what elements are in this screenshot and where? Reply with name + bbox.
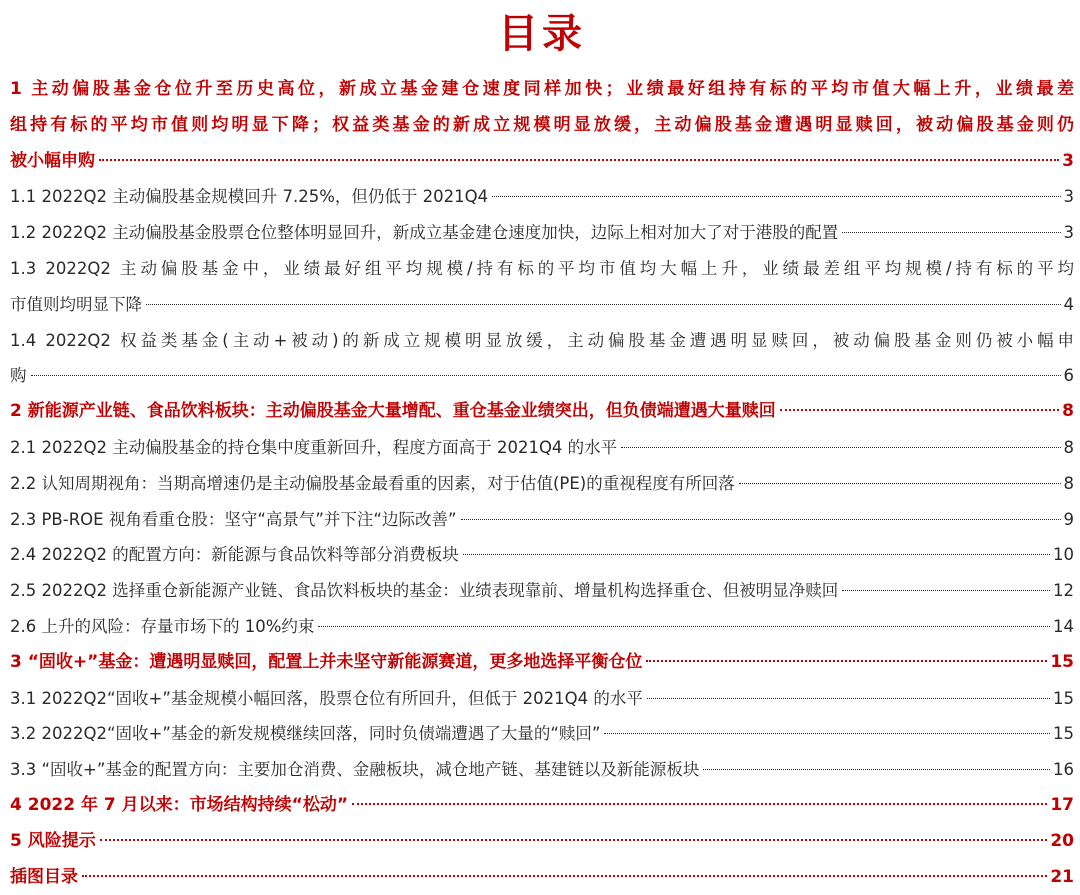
toc-entry-text: 2.2 认知周期视角：当期高增速仍是主动偏股基金最看重的因素，对于估值(PE)的重视程度有所回落 — [10, 473, 735, 493]
dot-leader — [739, 483, 1061, 484]
toc-entry-line — [10, 144, 1074, 180]
toc-page-number: 16 — [1053, 760, 1074, 780]
dot-leader — [31, 375, 1061, 376]
toc-page-number: 8 — [1063, 473, 1074, 493]
toc-page-number: 15 — [1050, 651, 1074, 672]
toc-entry-line — [10, 430, 1074, 466]
toc-entry[interactable] — [10, 323, 1074, 395]
toc-entry-line — [10, 681, 1074, 717]
toc-entry[interactable] — [10, 860, 1074, 895]
toc-entry[interactable] — [10, 430, 1074, 466]
toc-page-number: 8 — [1062, 401, 1074, 422]
toc-entry-line — [10, 824, 1074, 860]
toc-page-number: 3 — [1063, 223, 1074, 243]
toc-page-number: 12 — [1053, 581, 1074, 601]
toc-entry[interactable] — [10, 788, 1074, 824]
dot-leader — [703, 769, 1050, 770]
toc-page-number: 15 — [1053, 688, 1074, 708]
toc-entry-text: 2.1 2022Q2 主动偏股基金的持仓集中度重新回升，程度方面高于 2021Q4 的水平 — [10, 437, 618, 457]
toc-entry-line — [10, 215, 1074, 251]
toc-entry-line — [10, 287, 1074, 323]
toc-entry-line — [10, 358, 1074, 394]
dot-leader — [318, 626, 1050, 627]
toc-entry-line — [10, 573, 1074, 609]
dot-leader — [100, 839, 1048, 841]
toc-entry-line — [10, 502, 1074, 538]
dot-leader — [99, 159, 1059, 161]
dot-leader — [842, 232, 1060, 233]
dot-leader — [621, 447, 1060, 448]
toc-entry-text: 购 — [10, 366, 27, 386]
toc-entry-text: 被小幅申购 — [10, 150, 95, 171]
toc-entry[interactable] — [10, 502, 1074, 538]
toc-entry[interactable] — [10, 215, 1074, 251]
toc-entry[interactable] — [10, 394, 1074, 430]
toc-entry[interactable] — [10, 645, 1074, 681]
dot-leader — [461, 519, 1061, 520]
dot-leader — [82, 875, 1047, 877]
toc-entry-text: 2 新能源产业链、食品饮料板块：主动偏股基金大量增配、重仓基金业绩突出，但负债端遭遇大量赎回 — [10, 401, 776, 422]
dot-leader — [646, 660, 1047, 662]
toc-entry-line — [10, 609, 1074, 645]
toc-entry-line — [10, 466, 1074, 502]
dot-leader — [352, 803, 1047, 805]
toc-entry[interactable] — [10, 537, 1074, 573]
toc-page-number: 17 — [1050, 794, 1074, 815]
toc-entry-line — [10, 645, 1074, 681]
toc-entry-text-line: 1.4 2022Q2 权益类基金(主动+被动)的新成立规模明显放缓，主动偏股基金遭遇明显赎回，被动偏股基金则仍被小幅申 — [10, 330, 1074, 350]
toc-entry-text: 插图目录 — [10, 866, 78, 887]
toc-entry-text: 3.2 2022Q2“固收+”基金的新发规模继续回落，同时负债端遭遇了大量的“赎回” — [10, 724, 601, 744]
toc-entry-line — [10, 716, 1074, 752]
toc-entry-line — [10, 537, 1074, 573]
dot-leader — [780, 409, 1059, 411]
toc-entry-line — [10, 860, 1074, 895]
toc-entry-text: 2.6 上升的风险：存量市场下的 10%约束 — [10, 616, 315, 636]
toc-entry[interactable] — [10, 251, 1074, 323]
toc-entry-text: 3 “固收+”基金：遭遇明显赎回，配置上并未坚守新能源赛道，更多地选择平衡仓位 — [10, 651, 643, 672]
toc-entry-text: 4 2022 年 7 月以来：市场结构持续“松动” — [10, 794, 348, 815]
toc-page-number: 15 — [1053, 724, 1074, 744]
toc-entry-line — [10, 752, 1074, 788]
toc-page-number: 9 — [1063, 509, 1074, 529]
toc-entry-line — [10, 179, 1074, 215]
toc-page-number: 21 — [1050, 866, 1074, 887]
toc-entry[interactable] — [10, 716, 1074, 752]
toc-entry[interactable] — [10, 179, 1074, 215]
dot-leader — [492, 196, 1060, 197]
dot-leader — [604, 733, 1050, 734]
toc-entry[interactable] — [10, 824, 1074, 860]
toc-page-number: 10 — [1053, 545, 1074, 565]
toc-entry-text: 5 风险提示 — [10, 830, 96, 851]
toc-entry[interactable] — [10, 681, 1074, 717]
toc-page-number: 3 — [1062, 150, 1074, 171]
toc-entry-line — [10, 394, 1074, 430]
toc-page-number: 14 — [1053, 616, 1074, 636]
page-title: 目录 — [498, 11, 586, 57]
toc-entry-text-line: 1.3 2022Q2 主动偏股基金中，业绩最好组平均规模/持有标的平均市值均大幅上升，业绩最差组平均规模/持有标的平均 — [10, 258, 1074, 278]
dot-leader — [463, 554, 1050, 555]
toc-entry-text: 1.1 2022Q2 主动偏股基金规模回升 7.25%，但仍低于 2021Q4 — [10, 187, 489, 207]
toc-entry-text: 市值则均明显下降 — [10, 294, 142, 314]
toc-entry[interactable] — [10, 72, 1074, 179]
toc-entry-text: 1.2 2022Q2 主动偏股基金股票仓位整体明显回升，新成立基金建仓速度加快，边际上相对加大了对于港股的配置 — [10, 223, 839, 243]
toc-entry[interactable] — [10, 573, 1074, 609]
toc-entry[interactable] — [10, 609, 1074, 645]
toc-entry-text: 3.1 2022Q2“固收+”基金规模小幅回落，股票仓位有所回升，但低于 2021Q4 的水平 — [10, 688, 643, 708]
toc-entry-text: 3.3 “固收+”基金的配置方向：主要加仓消费、金融板块，减仓地产链、基建链以及新能源板块 — [10, 760, 700, 780]
toc-page-number: 8 — [1063, 437, 1074, 457]
toc-page-number: 20 — [1050, 830, 1074, 851]
toc-entry-text: 2.5 2022Q2 选择重仓新能源产业链、食品饮料板块的基金：业绩表现靠前、增量机构选择重仓、但被明显净赎回 — [10, 581, 839, 601]
toc-entry-text-line: 1 主动偏股基金仓位升至历史高位，新成立基金建仓速度同样加快；业绩最好组持有标的平均市值大幅上升，业绩最差 — [10, 79, 1074, 99]
toc-entry-text: 2.4 2022Q2 的配置方向：新能源与食品饮料等部分消费板块 — [10, 545, 459, 565]
toc-entry[interactable] — [10, 752, 1074, 788]
toc-entry-line — [10, 788, 1074, 824]
toc-page-number: 6 — [1063, 366, 1074, 386]
dot-leader — [146, 304, 1061, 305]
toc-page-number: 3 — [1063, 187, 1074, 207]
toc-entry[interactable] — [10, 466, 1074, 502]
toc-list — [10, 72, 1074, 895]
dot-leader — [842, 590, 1050, 591]
toc-entry-text: 2.3 PB-ROE 视角看重仓股：坚守“高景气”并下注“边际改善” — [10, 509, 457, 529]
toc-entry-text-line: 组持有标的平均市值则均明显下降；权益类基金的新成立规模明显放缓，主动偏股基金遭遇明显赎回，被动偏股基金则仍 — [10, 114, 1074, 135]
dot-leader — [647, 698, 1050, 699]
toc-page-number: 4 — [1063, 294, 1074, 314]
